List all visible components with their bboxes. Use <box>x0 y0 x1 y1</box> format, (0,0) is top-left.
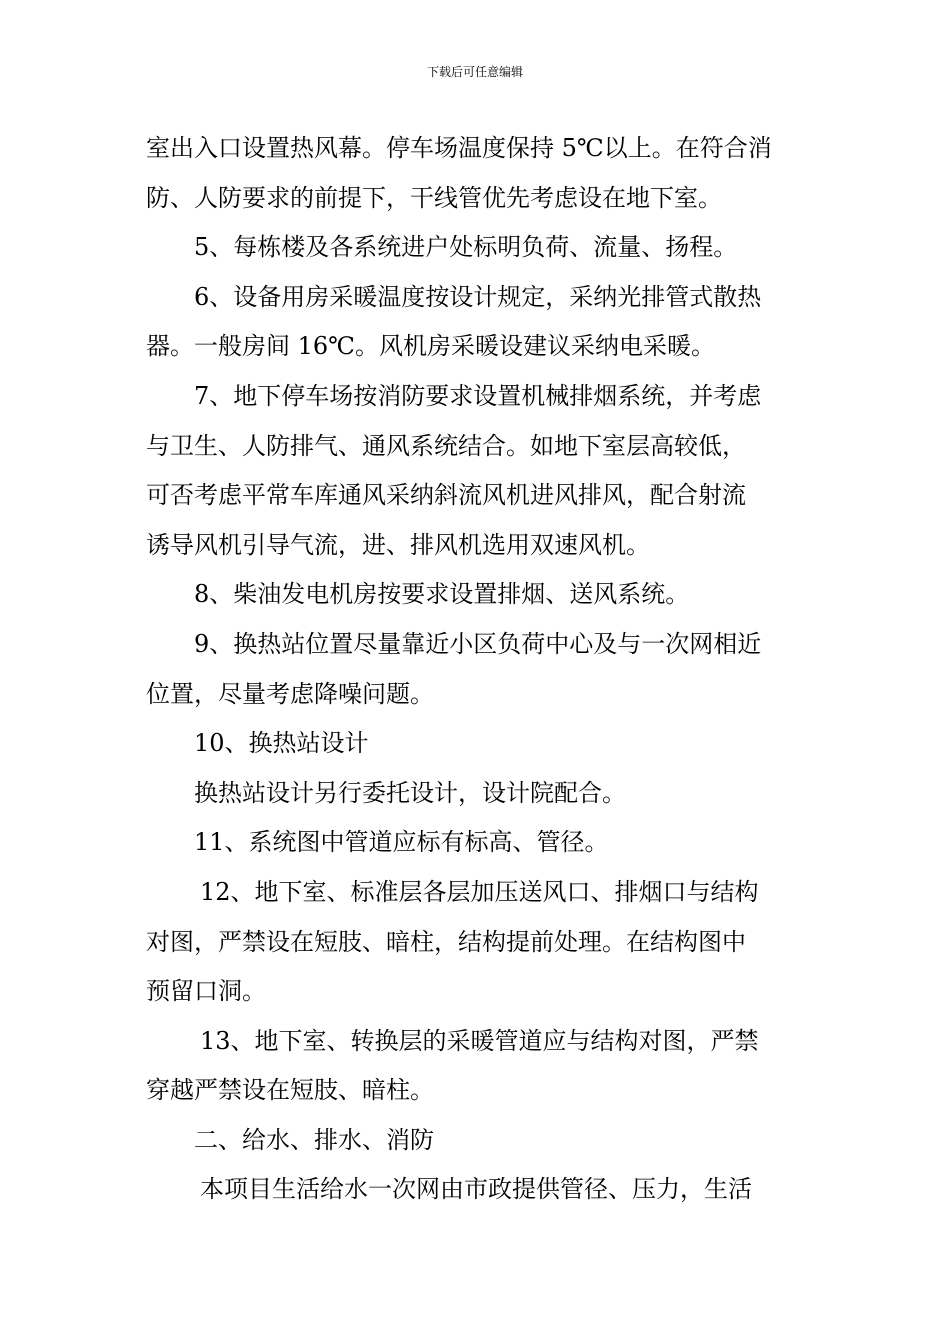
text-line: 二、给水、排水、消防 <box>194 1125 434 1154</box>
text-line: 室出入口设置热风幕。停车场温度保持 5℃以上。在符合消 <box>146 134 772 162</box>
text-line: 换热站设计另行委托设计，设计院配合。 <box>194 778 626 807</box>
paragraph-continuation <box>146 124 810 223</box>
text-line: 位置，尽量考虑降噪问题。 <box>146 679 434 708</box>
text-line: 本项目生活给水一次网由市政提供管径、压力，生活 <box>200 1175 752 1204</box>
text-line: 9、换热站位置尽量靠近小区负荷中心及与一次网相近 <box>194 629 762 658</box>
page-header: 下载后可任意编辑 <box>426 65 523 79</box>
text-line: 穿越严禁设在短肢、暗柱。 <box>146 1076 434 1105</box>
text-line: 10、换热站设计 <box>194 729 369 758</box>
paragraph-item-5 <box>146 223 810 273</box>
text-line: 5、每栋楼及各系统进户处标明负荷、流量、扬程。 <box>194 233 738 262</box>
paragraph-item-12 <box>146 868 810 1017</box>
text-line: 诱导风机引导气流，进、排风机选用双速风机。 <box>146 530 650 559</box>
text-line: 与卫生、人防排气、通风系统结合。如地下室层高较低， <box>146 431 746 460</box>
section-heading-water-drainage-fire <box>146 1116 810 1166</box>
text-line: 11、系统图中管道应标有标高、管径。 <box>194 828 609 857</box>
document-body <box>146 124 810 1215</box>
paragraph-item-6 <box>146 273 810 372</box>
text-line: 器。一般房间 16℃。风机房采暖设建议采纳电采暖。 <box>146 332 716 361</box>
text-line: 13、地下室、转换层的采暖管道应与结构对图，严禁 <box>200 1026 759 1055</box>
text-line: 7、地下停车场按消防要求设置机械排烟系统，并考虑 <box>194 381 762 410</box>
text-line: 可否考虑平常车库通风采纳斜流风机进风排风，配合射流 <box>146 481 746 510</box>
text-line: 预留口洞。 <box>146 977 266 1006</box>
paragraph-item-9 <box>146 620 810 719</box>
text-line: 对图，严禁设在短肢、暗柱，结构提前处理。在结构图中 <box>146 927 746 956</box>
text-line: 6、设备用房采暖温度按设计规定，采纳光排管式散热 <box>194 282 762 311</box>
paragraph-item-13 <box>146 1017 810 1116</box>
text-line: 8、柴油发电机房按要求设置排烟、送风系统。 <box>194 580 690 609</box>
paragraph-item-11 <box>146 818 810 868</box>
paragraph-item-8 <box>146 570 810 620</box>
paragraph-item-7 <box>146 372 810 570</box>
paragraph-water-supply <box>146 1165 810 1215</box>
text-line: 防、人防要求的前提下，干线管优先考虑设在地下室。 <box>146 183 722 212</box>
paragraph-item-10-body <box>146 769 810 819</box>
text-line: 12、地下室、标准层各层加压送风口、排烟口与结构 <box>200 877 759 906</box>
paragraph-item-10 <box>146 719 810 769</box>
